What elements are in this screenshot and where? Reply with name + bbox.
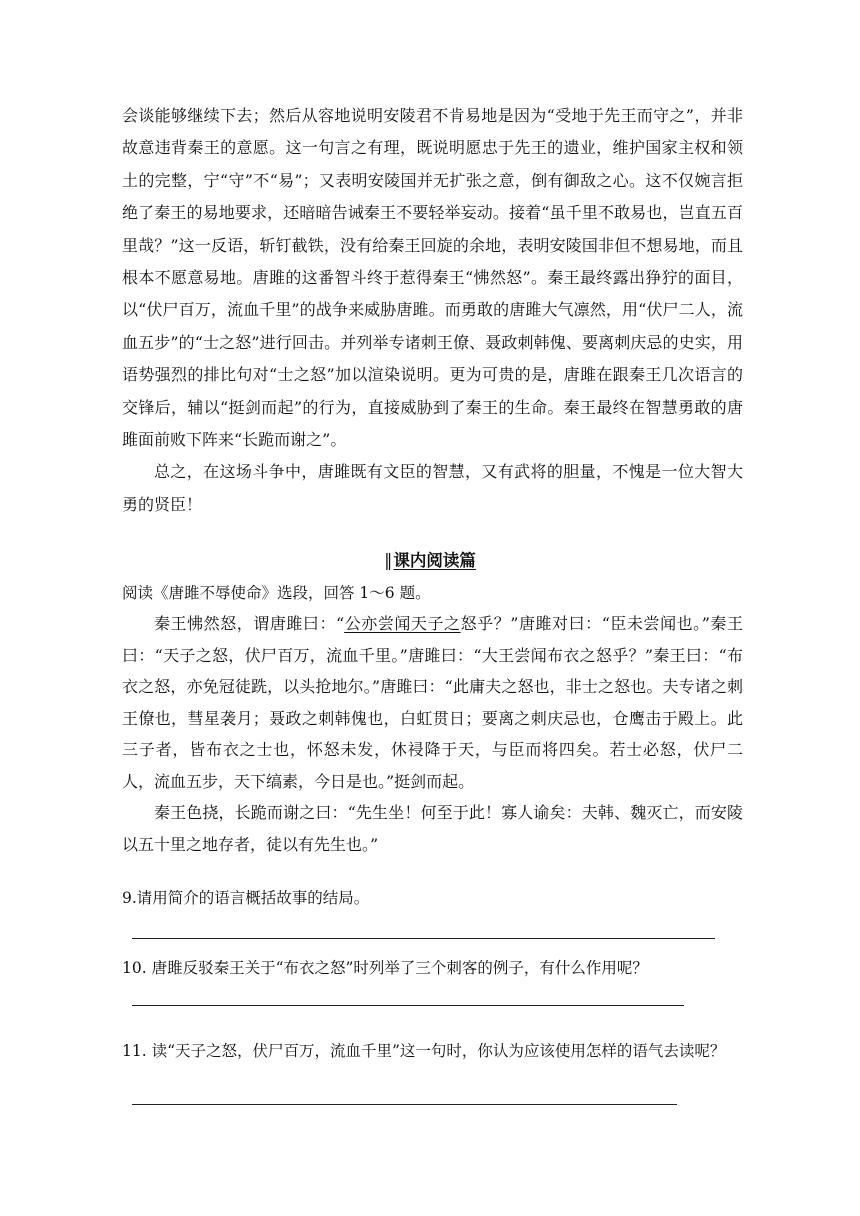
- section-heading: [0, 548, 860, 574]
- analysis-text: [122, 100, 743, 521]
- reading-instruction: 阅读《唐雎不辱使命》选段，回答 1～6 题。: [122, 584, 431, 602]
- passage-paragraph-1: [122, 608, 743, 797]
- analysis-paragraph-1: 会谈能够继续下去；然后从容地说明安陵君不肯易地是因为“受地于先王而守之”，并非故意违背秦王的意愿。这一句言之有理，既说明愿忠于先王的遗业，维护国家主权和领土的完整，宁“守”不“易”；又表明安陵国并无扩张之意，倒有御敌之心。这不仅婉言拒绝了秦王的易地要求，还暗暗告诫秦王不要轻举妄动。接着“虽千里不敢易也，岂直五百里哉？”这一反语，斩钉截铁，没有给秦王回旋的余地，表明安陵国非但不想易地，而且根本不愿意易地。唐雎的这番智斗终于惹得秦王“怫然怒”。秦王最终露出狰狞的面目，以“伏尸百万，流血千里”的战争来威胁唐雎。而勇敢的唐雎大气凛然，用“伏尸二人，流血五步”的“士之怒”进行回击。并列举专诸刺王僚、聂政刺韩傀、要离刺庆忌的史实，用语势强烈的排比句对“士之怒”加以渲染说明。更为可贵的是，唐雎在跟秦王几次语言的交锋后，辅以“挺剑而起”的行为，直接威胁到了秦王的生命。秦王最终在智慧勇敢的唐雎面前败下阵来“长跪而谢之”。: [122, 106, 743, 450]
- question-10: 10. 唐雎反驳秦王关于“布衣之怒”时列举了三个刺客的例子，有什么作用呢？: [122, 959, 648, 977]
- question-9: 9.请用简介的语言概括故事的结局。: [122, 889, 370, 907]
- analysis-paragraph-2: 总之，在这场斗争中，唐雎既有文臣的智慧，又有武将的胆量，不愧是一位大智大勇的贤臣！: [122, 462, 743, 514]
- classical-passage: [122, 608, 743, 860]
- section-marker: ‖: [384, 551, 393, 570]
- answer-line-10[interactable]: [132, 1005, 684, 1006]
- section-title: 课内阅读篇: [393, 551, 476, 570]
- passage-paragraph-2: 秦王色挠，长跪而谢之曰：“先生坐！何至于此！寡人谕矣：夫韩、魏灭亡，而安陵以五十里之地存者，徒以有先生也。”: [122, 803, 743, 854]
- passage-text: 秦王怫然怒，谓唐雎曰：“: [154, 614, 345, 633]
- answer-line-11[interactable]: [132, 1104, 677, 1105]
- underlined-phrase: 公亦尝闻天子之: [344, 614, 461, 633]
- passage-text: 怒乎？”唐雎对曰：“臣未尝闻也。”秦王曰：“天子之怒，伏尸百万，流血千里。”唐雎曰：“大王尝闻布衣之怒乎？”秦王曰：“布衣之怒，亦免冠徒跣，以头抢地尔。”唐雎曰：“此庸夫之怒也，非士之怒也。夫专诸之刺王僚也，彗星袭月；聂政之刺韩傀也，白虹贯日；要离之刺庆忌也，仓鹰击于殿上。此三子者，皆布衣之士也，怀怒未发，休祲降于天，与臣而将四矣。若士必怒，伏尸二人，流血五步，天下缟素，今日是也。”挺剑而起。: [122, 614, 743, 791]
- question-11: 11. 读“天子之怒，伏尸百万，流血千里”这一句时，你认为应该使用怎样的语气去读呢？: [122, 1042, 726, 1060]
- answer-line-9[interactable]: [132, 938, 715, 939]
